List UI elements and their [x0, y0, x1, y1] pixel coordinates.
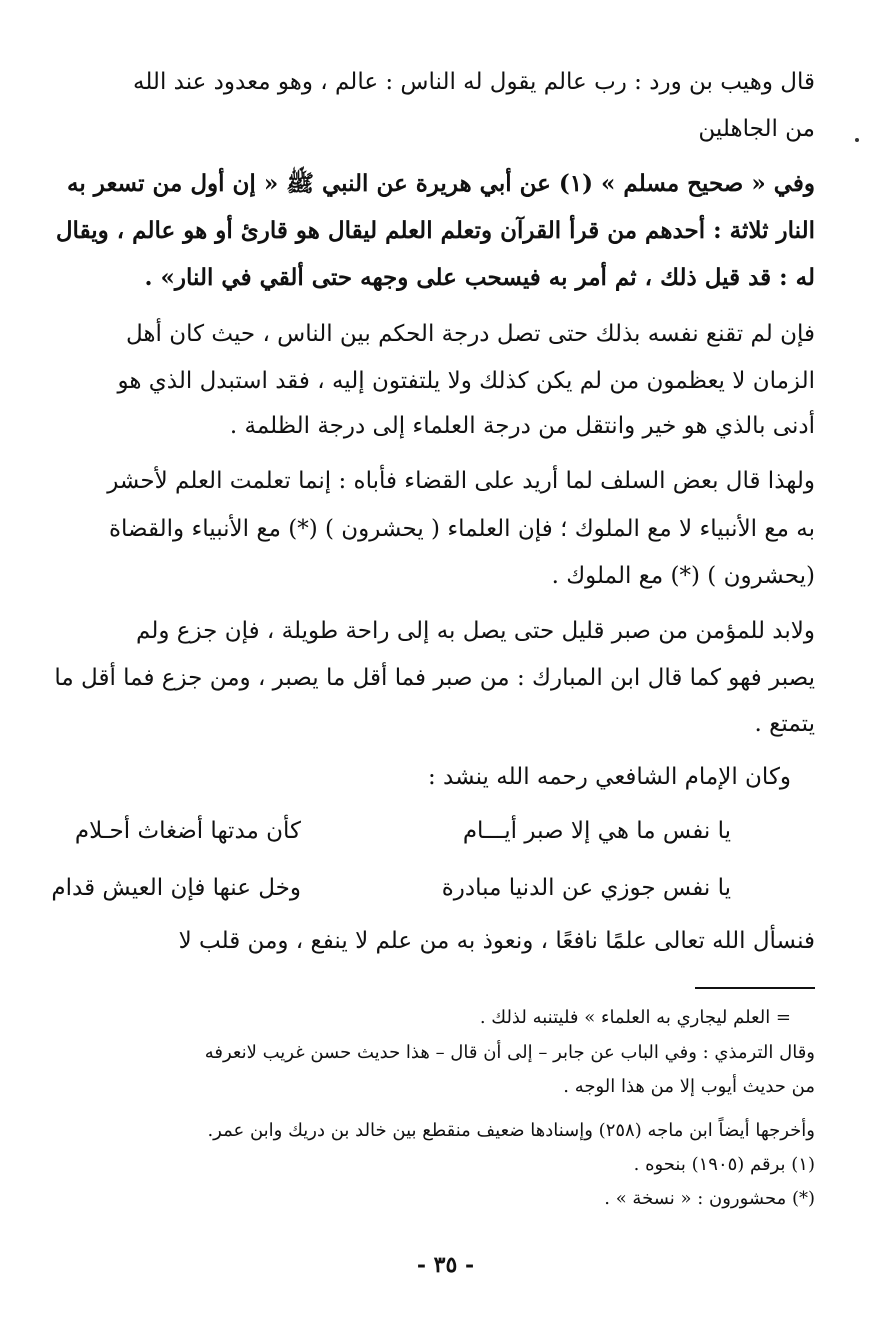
footnote-continuation: = العلم ليجاري به العلماء » فليتنبه لذلك . — [479, 1007, 791, 1028]
p2-line-3: له : قد قيل ذلك ، ثم أمر به فيسحب على وجهه حتى ألقي في النار» . — [144, 264, 815, 291]
p2-line-1: وفي « صحيح مسلم » (١) عن أبي هريرة عن النبي ﷺ « إن أول من تسعر به — [67, 170, 815, 197]
footnote-tirmidhi-line-2: من حديث أيوب إلا من هذا الوجه . — [563, 1076, 815, 1097]
p5-line-1: ولابد للمؤمن من صبر قليل حتى يصل به إلى راحة طويلة ، فإن جزع ولم — [136, 618, 815, 644]
p6-line-1: وكان الإمام الشافعي رحمه الله ينشد : — [427, 764, 791, 790]
footnote-1: (١) برقم (١٩٠٥) بنحوه . — [633, 1154, 815, 1175]
p1-line-1: قال وهيب بن ورد : رب عالم يقول له الناس : عالم ، وهو معدود عند الله — [132, 69, 815, 95]
p4-line-3: (يحشرون ) (*) مع الملوك . — [551, 563, 815, 589]
p2-line-2: النار ثلاثة : أحدهم من قرأ القرآن وتعلم العلم ليقال هو قارئ أو هو عالم ، ويقال — [55, 217, 815, 244]
p5-line-3: يتمتع . — [754, 711, 815, 737]
p5-line-2: يصبر فهو كما قال ابن المبارك : من صبر فما أقل ما يصبر ، ومن جزع فما أقل ما — [54, 665, 815, 691]
p3-line-3: أدنى بالذي هو خير وانتقل من درجة العلماء إلى درجة الظلمة . — [229, 413, 815, 439]
margin-dot — [855, 138, 859, 142]
p3-line-1: فإن لم تقنع نفسه بذلك حتى تصل درجة الحكم بين الناس ، حيث كان أهل — [125, 321, 815, 347]
footnote-star: (*) محشورون : « نسخة » . — [604, 1188, 815, 1209]
p7-line-1: فنسأل الله تعالى علمًا نافعًا ، ونعوذ به من علم لا ينفع ، ومن قلب لا — [178, 928, 815, 954]
p1-line-2: من الجاهلين — [698, 116, 815, 142]
verse-2-hemistich-b: وخل عنها فإن العيش قدام — [51, 875, 301, 901]
p4-line-2: به مع الأنبياء لا مع الملوك ؛ فإن العلماء ( يحشرون ) (*) مع الأنبياء والقضاة — [109, 516, 815, 542]
verse-2-hemistich-a: يا نفس جوزي عن الدنيا مبادرة — [441, 875, 731, 901]
verse-1-hemistich-b: كأن مدتها أضغاث أحـلام — [74, 818, 301, 844]
p4-line-1: ولهذا قال بعض السلف لما أريد على القضاء فأباه : إنما تعلمت العلم لأحشر — [107, 468, 815, 494]
footnote-ibn-majah: وأخرجها أيضاً ابن ماجه (٢٥٨) وإسنادها ضعيف منقطع بين خالد بن دريك وابن عمر. — [207, 1120, 815, 1141]
page-number: - ٣٥ - — [416, 1252, 475, 1278]
footnote-separator — [695, 987, 815, 989]
footnote-tirmidhi-line-1: وقال الترمذي : وفي الباب عن جابر – إلى أن قال – هذا حديث حسن غريب لانعرفه — [204, 1042, 815, 1063]
p3-line-2: الزمان لا يعظمون من لم يكن كذلك ولا يلتفتون إليه ، فقد استبدل الذي هو — [117, 368, 815, 394]
verse-1-hemistich-a: يا نفس ما هي إلا صبر أيـــام — [462, 818, 731, 844]
